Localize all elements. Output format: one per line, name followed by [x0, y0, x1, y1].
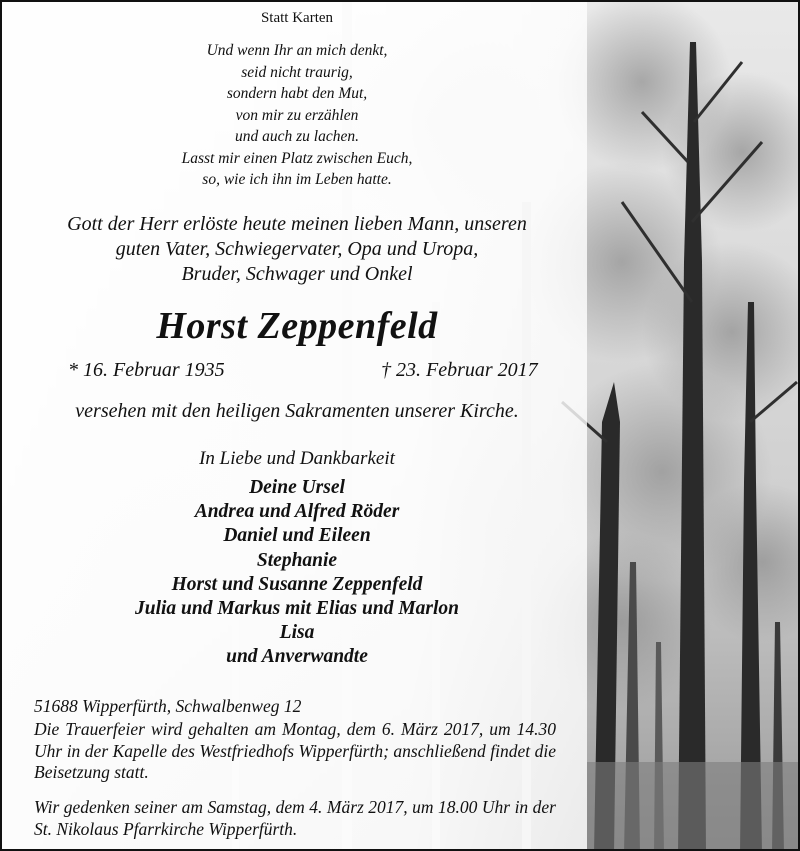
poem-line: Lasst mir einen Platz zwischen Euch, — [181, 149, 413, 167]
deceased-name: Horst Zeppenfeld — [156, 305, 438, 347]
thanks-line: In Liebe und Dankbarkeit — [199, 448, 395, 469]
death-date: † 23. Februar 2017 — [381, 359, 538, 381]
intro-line: Bruder, Schwager und Onkel — [181, 263, 413, 285]
mourner: Lisa — [279, 622, 315, 644]
birth-date: * 16. Februar 1935 — [68, 359, 225, 381]
mourner: Daniel und Eileen — [223, 525, 371, 547]
mourners-list — [32, 476, 562, 670]
poem-line: Und wenn Ihr an mich denkt, — [206, 42, 388, 59]
mourner: Deine Ursel — [249, 477, 345, 498]
memorial-service-info: Wir gedenken seiner am Samstag, dem 4. März 2017, um 18.00 Uhr in der St. Nikolaus Pfarrkirche Wipperfürth. — [34, 797, 556, 839]
poem-line: so, wie ich ihn im Leben hatte. — [202, 171, 392, 188]
mourner: Stephanie — [256, 549, 338, 571]
funeral-info: Die Trauerfeier wird gehalten am Montag, dem 6. März 2017, um 14.30 Uhr in der Kapelle des Westfriedhofs Wipperfürth; anschließend findet die Beisetzung statt. — [34, 719, 556, 782]
poem — [32, 40, 562, 191]
family-address: 51688 Wipperfürth, Schwalbenweg 12 — [34, 696, 302, 716]
sacraments-note: versehen mit den heiligen Sakramenten unserer Kirche. — [75, 400, 519, 422]
poem-line: von mir zu erzählen — [235, 106, 359, 124]
poem-line: und auch zu lachen. — [235, 128, 359, 145]
mourner: Andrea und Alfred Röder — [194, 501, 400, 523]
mourner: Julia und Markus mit Elias und Marlon — [134, 598, 460, 620]
mourner: Horst und Susanne Zeppenfeld — [171, 573, 423, 595]
header-label: Statt Karten — [260, 10, 334, 26]
intro-line: Gott der Herr erlöste heute meinen lieben Mann, unseren — [67, 213, 527, 235]
poem-line: sondern habt den Mut, — [226, 85, 368, 102]
intro-line: guten Vater, Schwiegervater, Opa und Uropa, — [115, 238, 479, 260]
poem-line: seid nicht traurig, — [241, 63, 353, 81]
announcement-intro — [32, 212, 562, 287]
mourner: und Anverwandte — [226, 646, 368, 668]
